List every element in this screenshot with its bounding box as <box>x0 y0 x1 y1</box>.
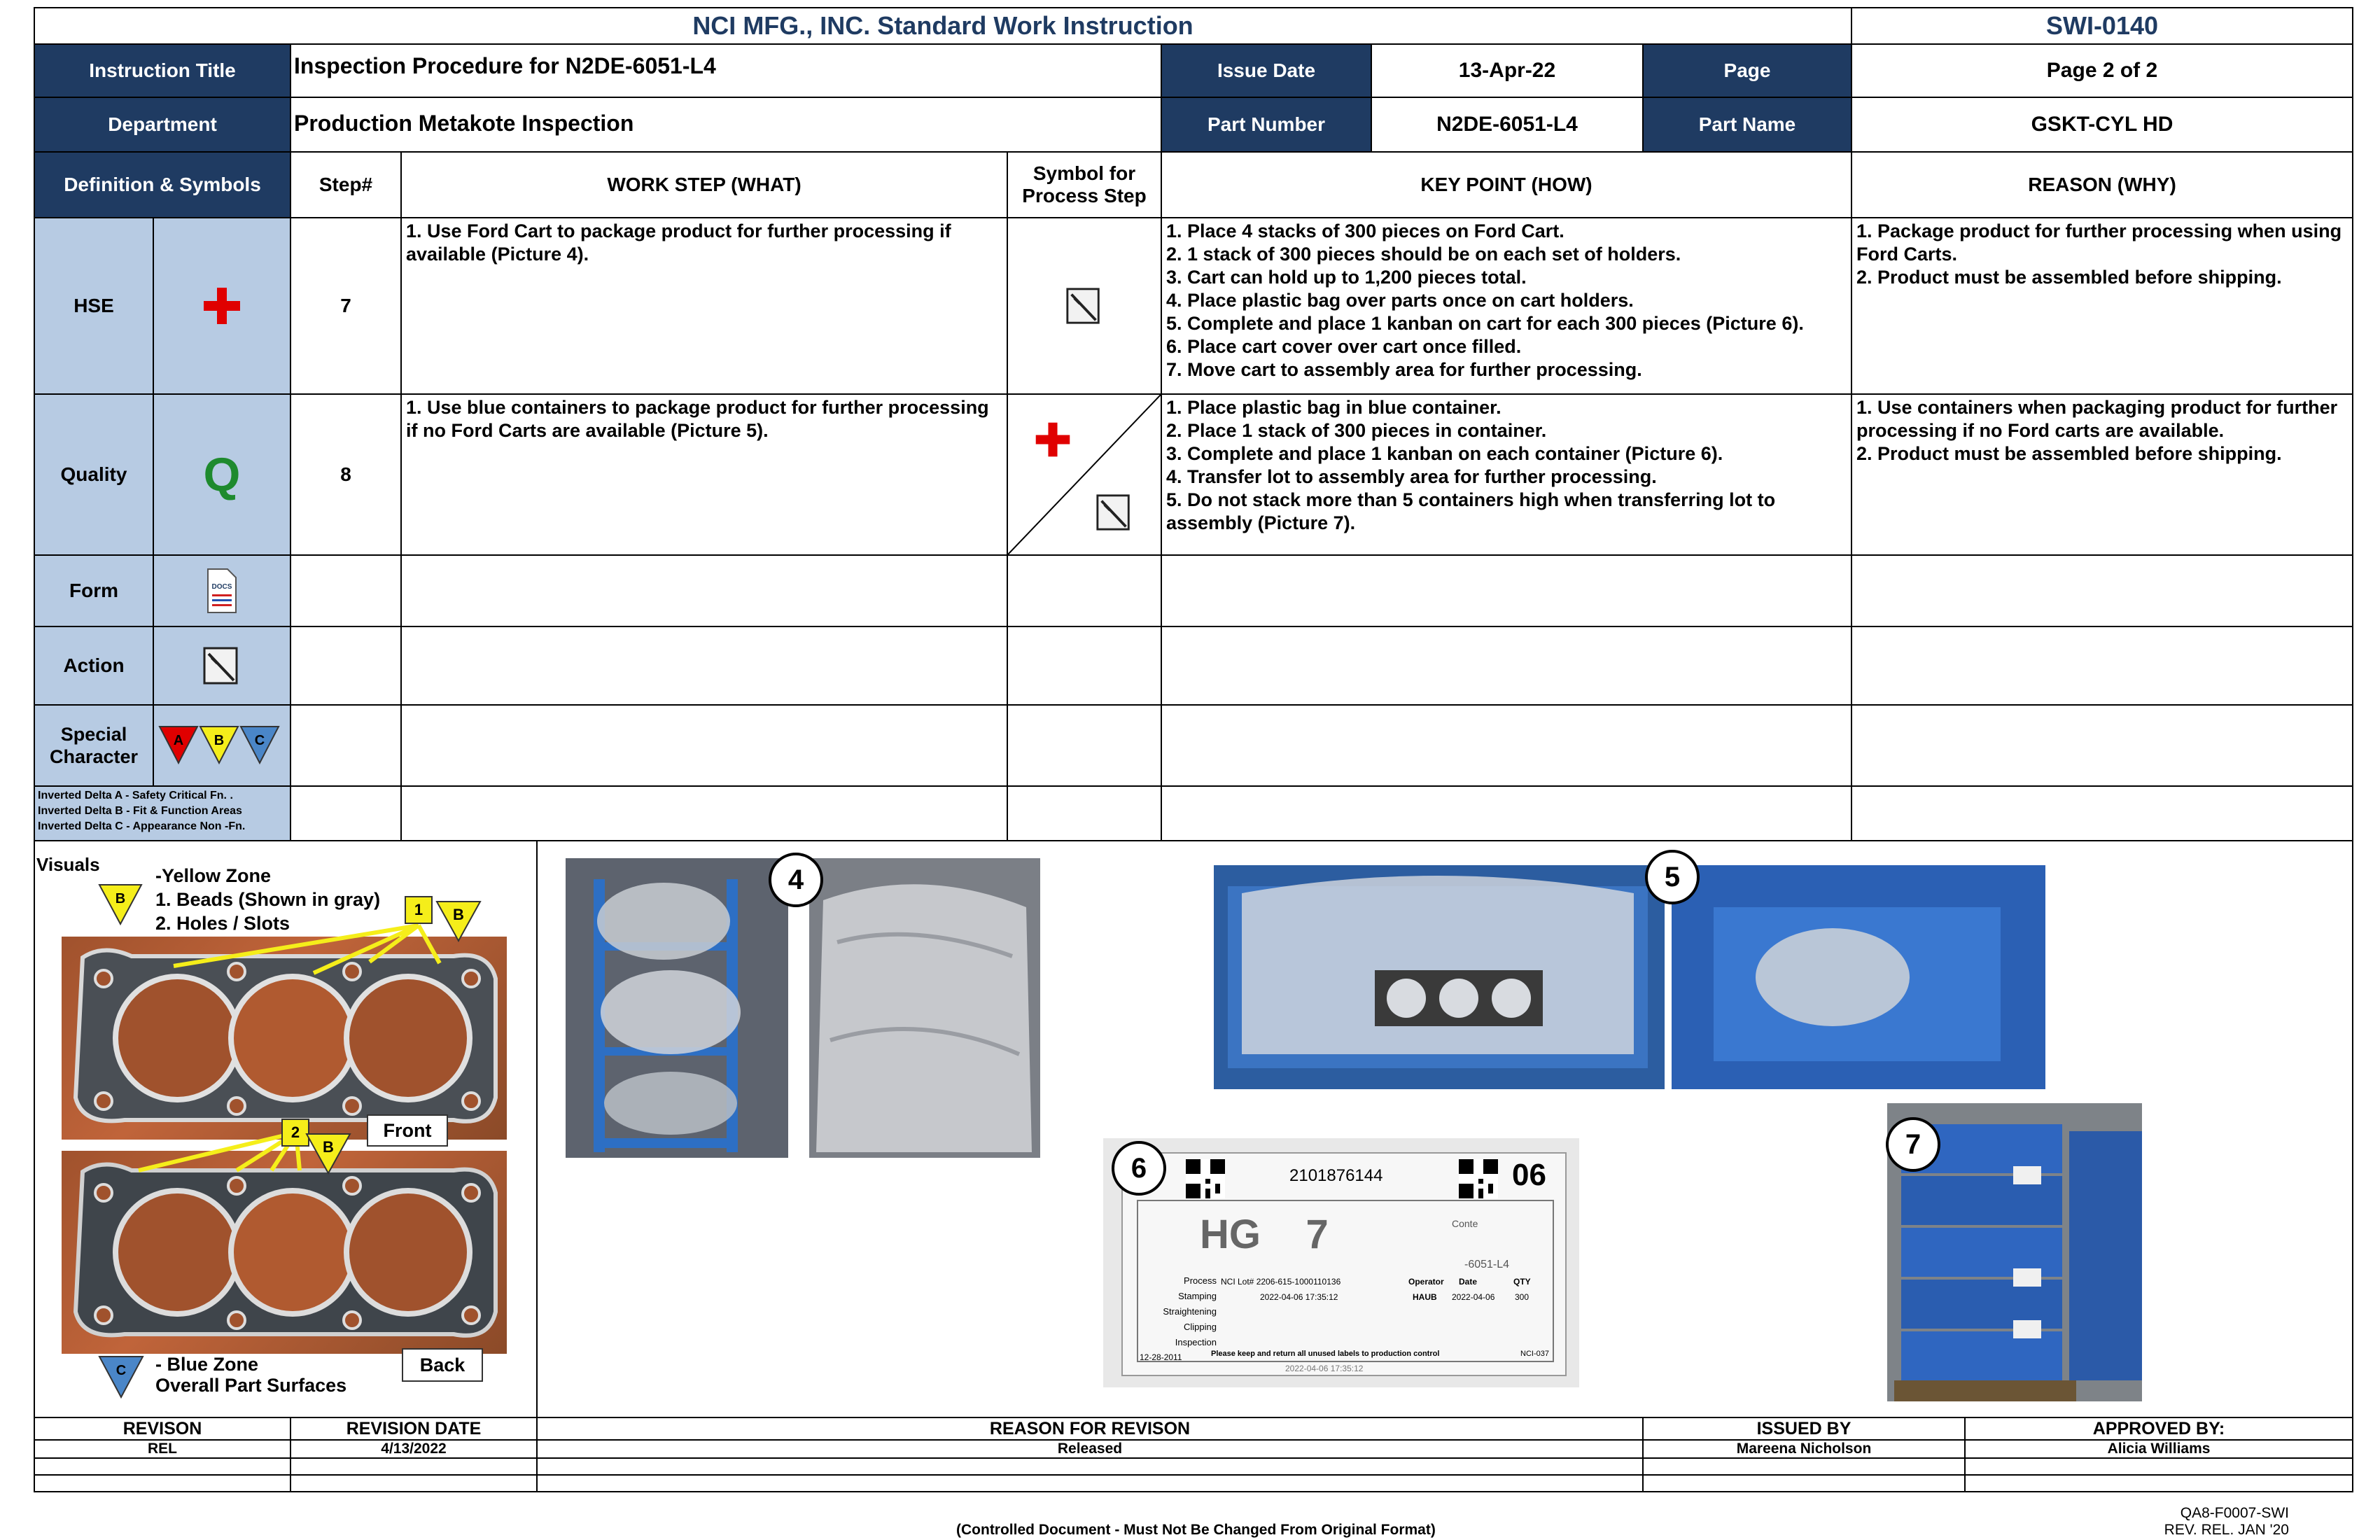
step-number-header: Step# <box>290 151 402 218</box>
revision-date-value: 4/13/2022 <box>290 1439 538 1459</box>
kanban-date: 2022-04-06 <box>1452 1292 1495 1302</box>
revision-empty-cell <box>536 1474 1644 1492</box>
approved-by-header: APPROVED BY: <box>1964 1417 2353 1441</box>
empty-row-cell <box>1851 785 2353 841</box>
svg-text:B: B <box>115 891 126 906</box>
issue-date-label: Issue Date <box>1161 43 1372 98</box>
empty-row-cell <box>290 785 402 841</box>
empty-row-cell <box>290 554 402 627</box>
work-step-header: WORK STEP (WHAT) <box>400 151 1008 218</box>
legend-delta-a: Inverted Delta A - Safety Critical Fn. . <box>38 790 233 802</box>
action-label: Action <box>34 626 154 706</box>
qr-code-icon <box>1459 1159 1498 1198</box>
revision-value: REL <box>34 1439 291 1459</box>
step-7-how: 1. Place 4 stacks of 300 pieces on Ford Cart. 2. 1 stack of 300 pieces should be on each set of holders. 3. Cart can hold up to 1,200 pieces total. 4. Place plastic bag over parts once on cart holders. 5. Complete and place 1 kanban on cart for each 300 pieces (Picture 6). 6. Place cart cover over cart once filled. 7. Move cart to assembly area for further processing. <box>1161 217 1852 395</box>
picture-5-container-right <box>1672 865 2045 1089</box>
empty-row-cell <box>400 554 1008 627</box>
kanban-operator-header: Operator <box>1408 1277 1444 1287</box>
empty-row-cell <box>400 626 1008 706</box>
quality-symbol-cell <box>153 393 291 556</box>
step-8-why: 1. Use containers when packaging product for further processing if no Ford carts are available. 2. Product must be assembled before shipping. <box>1851 393 2353 556</box>
kanban-rows: Process Stamping Straightening Clipping Inspection <box>1163 1275 1217 1348</box>
instruction-title-label: Instruction Title <box>34 43 291 98</box>
kanban-code: 06 <box>1512 1158 1546 1192</box>
step-7-why: 1. Package product for further processing when using Ford Carts. 2. Product must be assembled before shipping. <box>1851 217 2353 395</box>
blue-zone-label: - Blue Zone <box>155 1354 258 1375</box>
document-number: SWI-0140 <box>1851 7 2353 45</box>
qr-code-icon <box>1186 1159 1225 1198</box>
part-name-value: GSKT-CYL HD <box>1851 97 2353 153</box>
special-character-label: Special Character <box>34 704 154 787</box>
revision-empty-cell <box>290 1474 538 1492</box>
step-8-symbol <box>1007 393 1162 556</box>
part-name-label: Part Name <box>1642 97 1852 153</box>
front-label: Front <box>367 1114 448 1147</box>
overall-surfaces-label: Overall Part Surfaces <box>155 1375 347 1396</box>
revision-empty-cell <box>1964 1474 2353 1492</box>
empty-row-cell <box>1851 704 2353 787</box>
picture-4-badge: 4 <box>769 853 823 907</box>
kanban-cont: Conte <box>1452 1218 1478 1229</box>
yellow-zone-label: -Yellow Zone <box>155 865 272 886</box>
quality-label: Quality <box>34 393 154 556</box>
callout-2-delta-icon <box>305 1133 351 1175</box>
svg-text:B: B <box>453 906 464 923</box>
callout-1-delta-icon <box>435 900 482 942</box>
clipboard-action-icon <box>1095 493 1134 532</box>
revision-empty-cell <box>1642 1474 1966 1492</box>
empty-row-cell <box>1007 785 1162 841</box>
kanban-serial: 2101876144 <box>1289 1166 1383 1185</box>
issued-by-header: ISSUED BY <box>1642 1417 1966 1441</box>
symbol-header: Symbol for Process Step <box>1007 151 1162 218</box>
empty-row-cell <box>1007 626 1162 706</box>
svg-text:B: B <box>214 733 225 748</box>
empty-row-cell <box>1851 554 2353 627</box>
visuals-divider <box>536 840 538 1418</box>
key-point-header: KEY POINT (HOW) <box>1161 151 1852 218</box>
action-symbol-cell <box>153 626 291 706</box>
department-value: Production Metakote Inspection <box>290 97 1162 153</box>
empty-row-cell <box>1161 626 1852 706</box>
kanban-footer-date: 12-28-2011 <box>1140 1352 1182 1362</box>
part-number-label: Part Number <box>1161 97 1372 153</box>
picture-4-cart-left <box>566 858 788 1158</box>
kanban-part-suffix: -6051-L4 <box>1464 1259 1510 1270</box>
clipboard-action-icon <box>1065 286 1104 326</box>
kanban-big-text: HG 7 <box>1200 1212 1329 1257</box>
revision-empty-cell <box>290 1457 538 1476</box>
form-label: Form <box>34 554 154 627</box>
kanban-lot: NCI Lot# 2206-615-1000110136 <box>1221 1277 1341 1287</box>
revision-header: REVISON <box>34 1417 291 1441</box>
quality-q-icon: Q <box>203 448 241 501</box>
empty-row-cell <box>1851 626 2353 706</box>
instruction-title-value: Inspection Procedure for N2DE-6051-L4 <box>290 43 1162 98</box>
revision-empty-cell <box>1642 1457 1966 1476</box>
document-form-icon <box>206 568 237 614</box>
holes-label: 2. Holes / Slots <box>155 913 290 934</box>
empty-row-cell <box>290 626 402 706</box>
document-title: NCI MFG., INC. Standard Work Instruction <box>34 7 1852 45</box>
inverted-delta-icons <box>154 706 290 785</box>
beads-label: 1. Beads (Shown in gray) <box>155 889 381 910</box>
picture-5-container-left <box>1214 865 1665 1089</box>
empty-row-cell <box>1161 554 1852 627</box>
svg-text:B: B <box>323 1138 334 1156</box>
revision-date-header: REVISION DATE <box>290 1417 538 1441</box>
clipboard-action-icon <box>202 645 242 686</box>
back-label: Back <box>402 1348 483 1382</box>
empty-row-cell <box>1007 554 1162 627</box>
revision-empty-cell <box>536 1457 1644 1476</box>
revision-empty-cell <box>34 1474 291 1492</box>
picture-5-badge: 5 <box>1645 850 1700 904</box>
picture-7-badge: 7 <box>1886 1117 1940 1172</box>
kanban-qty-header: QTY <box>1513 1277 1531 1287</box>
form-code: QA8-F0007-SWI <box>2180 1505 2289 1521</box>
picture-4-cart-right <box>809 858 1040 1158</box>
visuals-title: Visuals <box>36 854 100 875</box>
legend-delta-b: Inverted Delta B - Fit & Function Areas <box>38 805 242 817</box>
approved-by-value: Alicia Williams <box>1964 1439 2353 1459</box>
hse-label: HSE <box>34 217 154 395</box>
kanban-date-header: Date <box>1459 1277 1478 1287</box>
kanban-footer-code: NCI-037 <box>1520 1350 1549 1358</box>
issue-date-value: 13-Apr-22 <box>1371 43 1644 98</box>
svg-text:DOCS: DOCS <box>211 583 232 591</box>
issued-by-value: Mareena Nicholson <box>1642 1439 1966 1459</box>
special-character-symbols <box>153 704 291 787</box>
definition-symbols-header: Definition & Symbols <box>34 151 291 218</box>
picture-6-kanban <box>1103 1138 1579 1387</box>
department-label: Department <box>34 97 291 153</box>
rev-rel: REV. REL. JAN '20 <box>2164 1522 2289 1538</box>
kanban-footer-note: Please keep and return all unused labels to production control <box>1211 1350 1440 1358</box>
empty-row-cell <box>290 704 402 787</box>
step-7-number: 7 <box>290 217 402 395</box>
empty-row-cell <box>1007 704 1162 787</box>
svg-text:C: C <box>115 1363 127 1378</box>
picture-6-badge: 6 <box>1112 1141 1166 1196</box>
red-cross-icon <box>201 285 243 327</box>
page-label: Page <box>1642 43 1852 98</box>
revision-empty-cell <box>34 1457 291 1476</box>
delta-legend <box>34 785 291 841</box>
form-symbol-cell <box>153 554 291 627</box>
revision-reason-header: REASON FOR REVISON <box>536 1417 1644 1441</box>
controlled-document-note: (Controlled Document - Must Not Be Changed From Original Format) <box>956 1522 1436 1538</box>
kanban-card <box>1121 1152 1567 1376</box>
svg-text:C: C <box>254 733 265 748</box>
page-value: Page 2 of 2 <box>1851 43 2353 98</box>
revision-reason-value: Released <box>536 1439 1644 1459</box>
step-7-what: 1. Use Ford Cart to package product for further processing if available (Picture 4). <box>400 217 1008 395</box>
kanban-qty: 300 <box>1515 1292 1530 1302</box>
empty-row-cell <box>1161 704 1852 787</box>
kanban-datetime: 2022-04-06 17:35:12 <box>1260 1292 1338 1302</box>
reason-header: REASON (WHY) <box>1851 151 2353 218</box>
red-cross-icon <box>1033 420 1072 459</box>
callout-1-badge: 1 <box>405 896 433 924</box>
step-7-symbol <box>1007 217 1162 395</box>
empty-row-cell <box>1161 785 1852 841</box>
step-8-what: 1. Use blue containers to package product for further processing if no Ford Carts are available (Picture 5). <box>400 393 1008 556</box>
legend-delta-c: Inverted Delta C - Appearance Non -Fn. <box>38 820 246 832</box>
kanban-footer-stamp: 2022-04-06 17:35:12 <box>1285 1364 1364 1373</box>
empty-row-cell <box>400 785 1008 841</box>
kanban-operator: HAUB <box>1413 1292 1437 1302</box>
svg-text:A: A <box>173 733 184 748</box>
revision-empty-cell <box>1964 1457 2353 1476</box>
hse-symbol-cell <box>153 217 291 395</box>
callout-2-badge: 2 <box>281 1119 309 1147</box>
step-8-number: 8 <box>290 393 402 556</box>
blue-zone-delta-icon <box>98 1355 144 1399</box>
part-number-value: N2DE-6051-L4 <box>1371 97 1644 153</box>
empty-row-cell <box>400 704 1008 787</box>
step-8-how: 1. Place plastic bag in blue container. 2. Place 1 stack of 300 pieces in container. 3. Complete and place 1 kanban on each container (Picture 6). 4. Transfer lot to assembly area for further processing. 5. Do not stack more than 5 containers high when transferring lot to assembly (Picture 7). <box>1161 393 1852 556</box>
